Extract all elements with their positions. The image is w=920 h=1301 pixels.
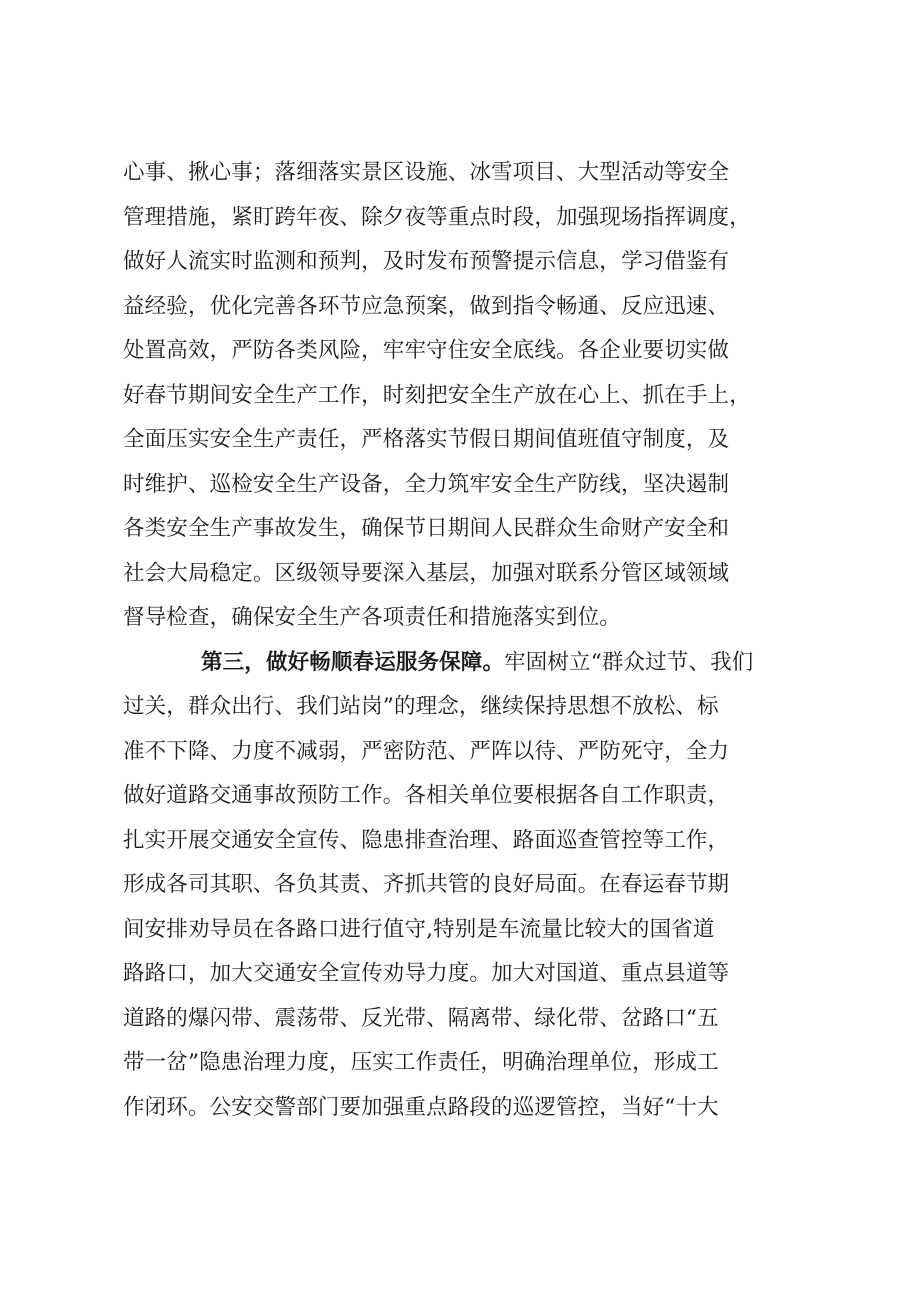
text-line <box>123 641 803 686</box>
text-line: 间安排劝导员在各路口进行值守,特别是车流量比较大的国省道 <box>123 916 715 942</box>
text-line: 带一岔”隐患治理力度，压实工作责任，明确治理单位，形成工 <box>123 1050 719 1075</box>
document-body <box>123 151 803 1130</box>
text-line: 做好道路交通事故预防工作。各相关单位要根据各自工作职责， <box>123 783 730 808</box>
text-line: 督导检查，确保安全生产各项责任和措施落实到位。 <box>123 605 621 630</box>
text-line: 过关，群众出行、我们站岗”的理念，继续保持思想不放松、标 <box>123 694 719 719</box>
text-line: 准不下降、力度不减弱，严密防范、严阵以待、严防死守，全力 <box>123 738 730 764</box>
text-line: 处置高效，严防各类风险，牢牢守住安全底线。各企业要切实做 <box>123 338 730 363</box>
text-line: 做好人流实时监测和预判，及时发布预警提示信息，学习借鉴有 <box>123 249 730 274</box>
text-line: 管理措施，紧盯跨年夜、除夕夜等重点时段，加强现场指挥调度， <box>123 204 751 230</box>
paragraph-safety <box>123 151 803 641</box>
text-line: 社会大局稳定。区级领导要深入基层，加强对联系分管区域领域 <box>123 560 730 586</box>
text-line: 各类安全生产事故发生，确保节日期间人民群众生命财产安全和 <box>123 516 730 541</box>
text-line: 心事、揪心事；落细落实景区设施、冰雪项目、大型活动等安全 <box>123 160 730 185</box>
text-line: 好春节期间安全生产工作，时刻把安全生产放在心上、抓在手上， <box>123 382 751 408</box>
paragraph-spring-transport <box>123 641 803 1131</box>
text-line: 作闭环。公安交警部门要加强重点路段的巡逻管控，当好“十大 <box>123 1094 719 1120</box>
text-line: 扎实开展交通安全宣传、隐患排查治理、路面巡查管控等工作， <box>123 827 730 853</box>
text-line: 时维护、巡检安全生产设备，全力筑牢安全生产防线，坚决遏制 <box>123 471 730 497</box>
text-line: 形成各司其职、各负其责、齐抓共管的良好局面。在春运春节期 <box>123 872 730 897</box>
text-line: 道路的爆闪带、震荡带、反光带、隔离带、绿化带、岔路口“五 <box>123 1005 719 1031</box>
text-span: 牢固树立“群众过节、我们 <box>504 649 754 675</box>
text-line: 全面压实安全生产责任，严格落实节假日期间值班值守制度，及 <box>123 427 730 452</box>
text-line: 益经验，优化完善各环节应急预案，做到指令畅通、反应迅速、 <box>123 293 730 319</box>
section-heading: 第三，做好畅顺春运服务保障。 <box>201 649 505 675</box>
text-line: 路路口，加大交通安全宣传劝导力度。加大对国道、重点县道等 <box>123 961 730 986</box>
